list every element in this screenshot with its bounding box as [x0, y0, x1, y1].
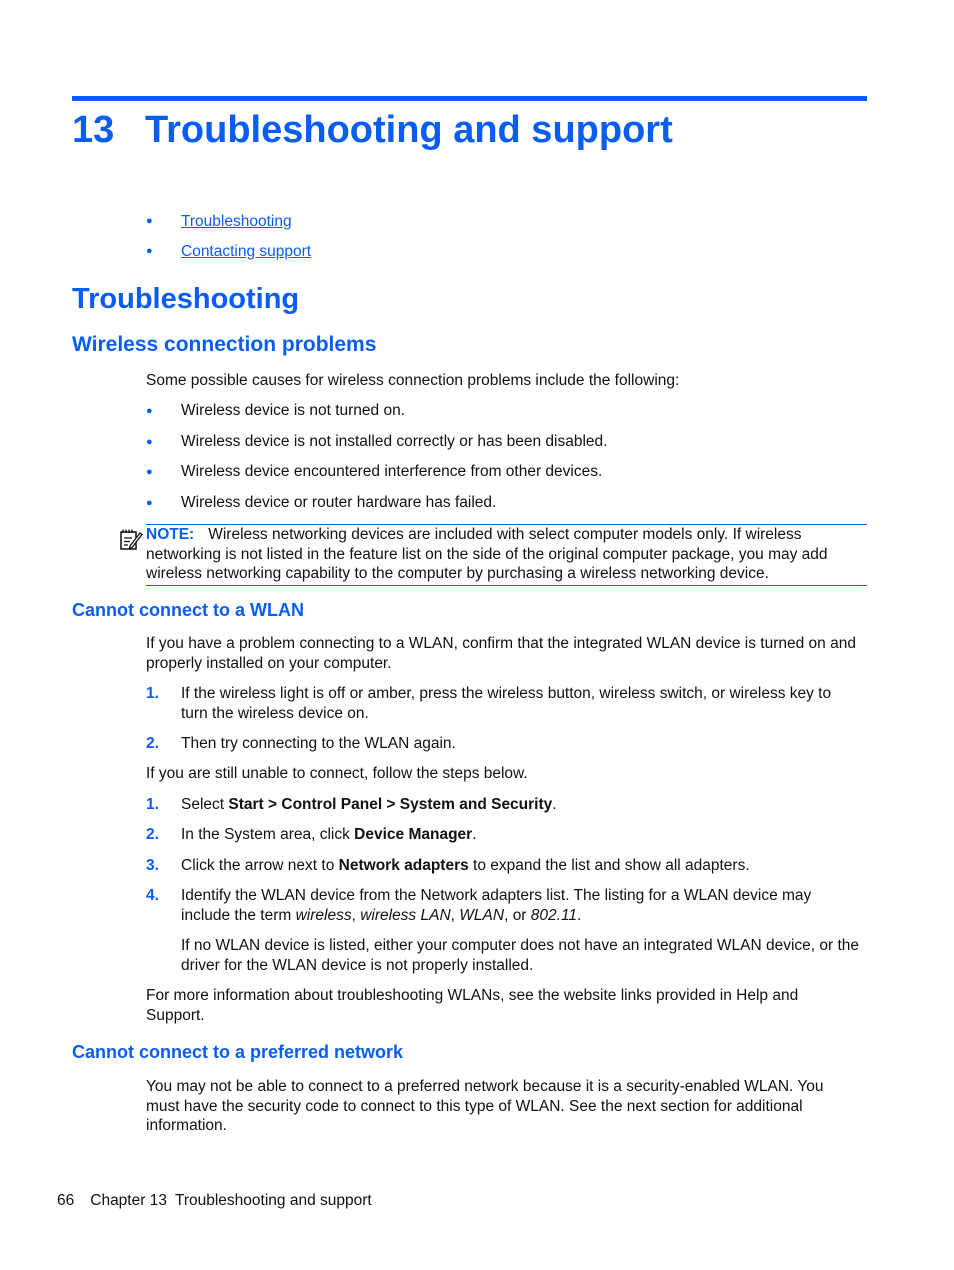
- page-footer: [57, 1191, 372, 1211]
- list-item: ● Wireless device is not installed correctly or has been disabled.: [146, 432, 861, 452]
- wlan-outro: For more information about troubleshooting WLANs, see the website links provided in Help and Support.: [146, 987, 799, 1024]
- toc-link-contacting-support[interactable]: Contacting support: [181, 243, 312, 260]
- wlan-intro: If you have a problem connecting to a WLAN, confirm that the integrated WLAN device is turned on and properly installed on your computer.: [146, 635, 856, 672]
- bullet-icon: ●: [146, 405, 153, 417]
- toc-link-troubleshooting[interactable]: Troubleshooting: [181, 213, 292, 230]
- subsection-heading: Wireless connection problems: [72, 333, 377, 356]
- wlan-heading: Cannot connect to a WLAN: [72, 600, 304, 620]
- toc-item: [146, 211, 292, 232]
- section-heading: Troubleshooting: [72, 283, 300, 315]
- list-item: 1. If the wireless light is off or amber, press the wireless button, wireless switch, or wireless key to turn the wireless device on.: [146, 685, 832, 722]
- chapter-title-text: Troubleshooting and support: [145, 109, 673, 151]
- chapter-title: [72, 105, 673, 155]
- wireless-intro: Some possible causes for wireless connection problems include the following:: [146, 372, 680, 389]
- list-item: 3. Click the arrow next to Network adapters to expand the list and show all adapters.: [146, 857, 750, 874]
- note-label: NOTE:: [146, 526, 195, 543]
- note-icon: [119, 527, 143, 551]
- list-item: 2. In the System area, click Device Manager.: [146, 826, 477, 843]
- footer-chapter: Chapter 13: [90, 1192, 167, 1209]
- list-item: 4. Identify the WLAN device from the Network adapters list. The listing for a WLAN device may include the term wireless, wireless LAN, WLAN, or 802.11.: [146, 887, 812, 924]
- list-item: ● Wireless device is not turned on.: [146, 401, 861, 421]
- chapter-number: 13: [72, 109, 115, 151]
- page-number: 66: [57, 1192, 75, 1209]
- bullet-icon: ●: [146, 466, 153, 478]
- list-item: 2. Then try connecting to the WLAN again.: [146, 735, 456, 752]
- note-box: [146, 524, 867, 586]
- bullet-icon: ●: [146, 245, 153, 257]
- list-item: 1. Select Start > Control Panel > System and Security.: [146, 796, 557, 813]
- step-4-extra: If no WLAN device is listed, either your computer does not have an integrated WLAN device, or the driver for the WLAN device is not properly installed.: [181, 937, 860, 974]
- preferred-text: You may not be able to connect to a preferred network because it is a security-enabled WLAN. You must have the security code to connect to this type of WLAN. See the next section for additional information.: [146, 1078, 824, 1135]
- preferred-heading: Cannot connect to a preferred network: [72, 1042, 404, 1062]
- toc-item: [146, 241, 311, 262]
- wlan-middle-text: If you are still unable to connect, follow the steps below.: [146, 765, 528, 782]
- bullet-icon: ●: [146, 497, 153, 509]
- list-item: ● Wireless device encountered interference from other devices.: [146, 462, 861, 482]
- list-item: ● Wireless device or router hardware has failed.: [146, 493, 861, 513]
- footer-title: Troubleshooting and support: [174, 1192, 372, 1209]
- bullet-icon: ●: [146, 215, 153, 227]
- chapter-rule: [72, 96, 867, 101]
- bullet-icon: ●: [146, 436, 153, 448]
- note-text: Wireless networking devices are included with select computer models only. If wireless networking is not listed in the feature list on the side of the original computer package, you may add wireless networking capability to the computer by purchasing a wireless networking device.: [146, 526, 828, 583]
